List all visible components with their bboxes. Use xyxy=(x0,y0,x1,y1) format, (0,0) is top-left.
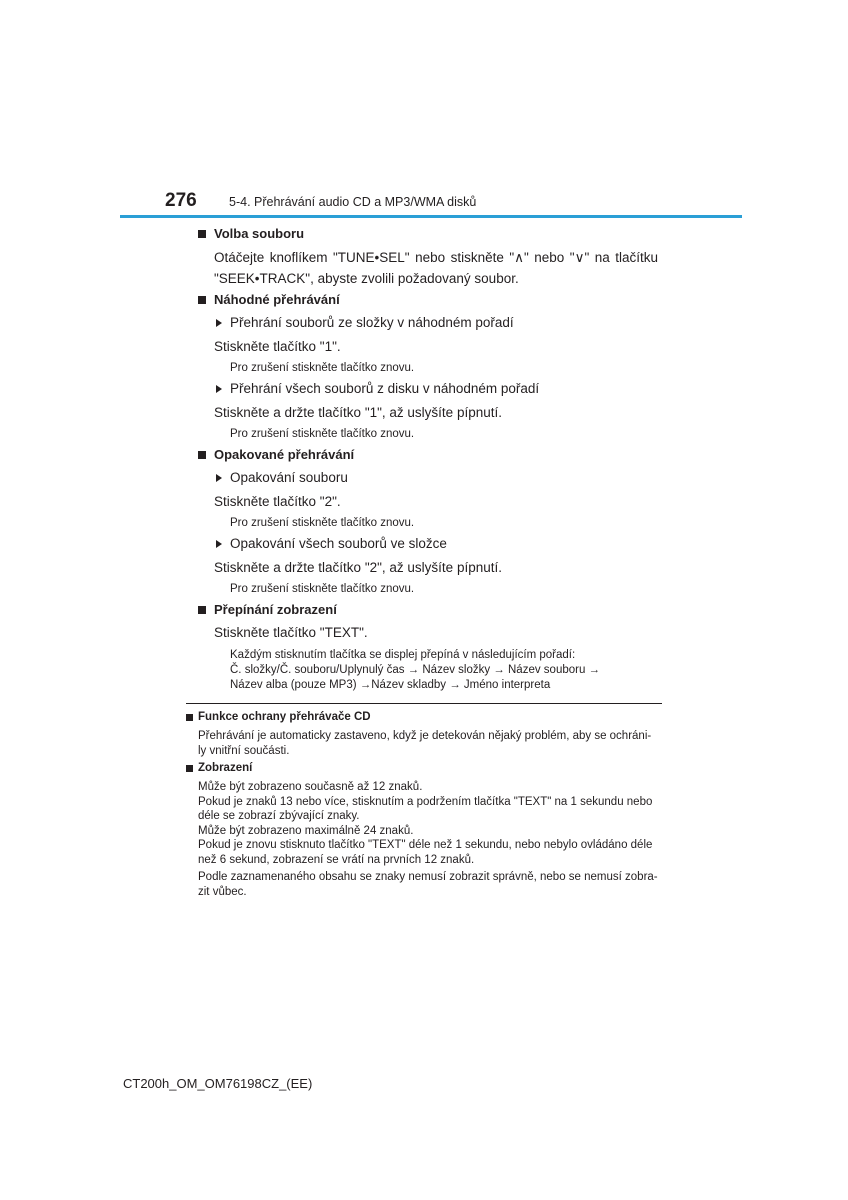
note-line: Název alba (pouze MP3) →Název skladby → Jméno interpreta xyxy=(230,679,551,691)
footnote-line: Může být zobrazeno maximálně 24 znaků. xyxy=(198,824,414,837)
square-bullet-icon xyxy=(198,606,206,614)
subitem-text: Přehrání všech souborů z disku v náhodném pořadí xyxy=(230,381,540,396)
note-text: Pro zrušení stiskněte tlačítko znovu. xyxy=(230,517,415,529)
action-text: Stiskněte a držte tlačítko "2", až uslyšíte pípnutí. xyxy=(214,560,502,575)
footnote-ochrana-text xyxy=(198,729,651,758)
footnote-line: Podle zaznamenaného obsahu se znaky nemusí zobrazit správně, nebo se nemusí zobra- xyxy=(198,871,658,883)
heading-text: Přepínání zobrazení xyxy=(214,602,337,617)
subitem-text: Opakování souboru xyxy=(230,470,348,485)
separator-rule xyxy=(186,703,662,704)
heading-nahodne-prehravani xyxy=(198,292,340,307)
document-code: CT200h_OM_OM76198CZ_(EE) xyxy=(123,1076,313,1091)
subitem-text: Opakování všech souborů ve složce xyxy=(230,536,447,551)
action-text: Stiskněte a držte tlačítko "1", až uslyšíte pípnutí. xyxy=(214,405,502,420)
note-line: Každým stisknutím tlačítka se displej přepíná v následujícím pořadí: xyxy=(230,649,576,661)
heading-volba-souboru xyxy=(198,226,304,241)
subitem-nahodne-disk xyxy=(216,381,539,396)
heading-text: Volba souboru xyxy=(214,226,305,241)
footnote-heading-text: Zobrazení xyxy=(198,762,253,774)
subitem-nahodne-slozka xyxy=(216,315,514,330)
subitem-text: Přehrání souborů ze složky v náhodném pořadí xyxy=(230,315,514,330)
footnote-line: Pokud je znovu stisknuto tlačítko "TEXT" déle než 1 sekundu, nebo nebylo ovládáno déle xyxy=(198,839,653,851)
footnote-line: déle se zobrazí zbývající znaky. xyxy=(198,810,360,822)
page-number: 276 xyxy=(165,190,197,211)
footnote-line: ly vnitřní součásti. xyxy=(198,744,290,757)
footnote-line: zit vůbec. xyxy=(198,885,247,898)
note-display-order xyxy=(230,648,600,693)
header-rule xyxy=(120,215,742,218)
action-text: Stiskněte tlačítko "1". xyxy=(214,339,341,354)
footnote-heading-text: Funkce ochrany přehrávače CD xyxy=(198,711,371,723)
footnote-line: Pokud je znaků 13 nebo více, stisknutím a podržením tlačítka "TEXT" na 1 sekundu nebo xyxy=(198,795,653,808)
square-bullet-icon xyxy=(198,296,206,304)
action-text: Stiskněte tlačítko "2". xyxy=(214,494,341,509)
note-text: Pro zrušení stiskněte tlačítko znovu. xyxy=(230,428,415,440)
section-title: 5-4. Přehrávání audio CD a MP3/WMA disků xyxy=(229,195,477,209)
note-text: Pro zrušení stiskněte tlačítko znovu. xyxy=(230,583,415,595)
triangle-bullet-icon xyxy=(216,319,222,327)
note-text: Pro zrušení stiskněte tlačítko znovu. xyxy=(230,362,415,374)
subitem-opakovani-souboru xyxy=(216,470,348,485)
footnote-heading-zobrazeni xyxy=(186,762,252,774)
footnote-line: než 6 sekund, zobrazení se vrátí na prvních 12 znaků. xyxy=(198,853,475,866)
triangle-bullet-icon xyxy=(216,540,222,548)
heading-text: Opakované přehrávání xyxy=(214,447,355,462)
square-bullet-icon xyxy=(186,714,193,721)
triangle-bullet-icon xyxy=(216,474,222,482)
subitem-opakovani-slozky xyxy=(216,536,447,551)
footnote-line: Přehrávání je automaticky zastaveno, když je detekován nějaký problém, aby se ochráni- xyxy=(198,730,652,742)
action-text: Stiskněte tlačítko "TEXT". xyxy=(214,625,368,640)
note-line: Č. složky/Č. souboru/Uplynulý čas → Název složky → Název souboru → xyxy=(230,664,601,676)
heading-prepinani-zobrazeni xyxy=(198,602,337,617)
heading-text: Náhodné přehrávání xyxy=(214,292,340,307)
square-bullet-icon xyxy=(186,765,193,772)
square-bullet-icon xyxy=(198,230,206,238)
footnote-heading-ochrana xyxy=(186,711,371,723)
paragraph-volba-souboru: Otáčejte knoflíkem "TUNE•SEL" nebo stiskněte "∧" nebo "∨" na tlačítku "SEEK•TRACK", abyste zvolili požadovaný soubor. xyxy=(214,250,658,286)
footnote-zobrazeni-extra xyxy=(198,870,658,899)
heading-opakovane-prehravani xyxy=(198,447,354,462)
triangle-bullet-icon xyxy=(216,385,222,393)
footnote-zobrazeni-text xyxy=(198,780,652,867)
square-bullet-icon xyxy=(198,451,206,459)
footnote-line: Může být zobrazeno současně až 12 znaků. xyxy=(198,781,423,793)
